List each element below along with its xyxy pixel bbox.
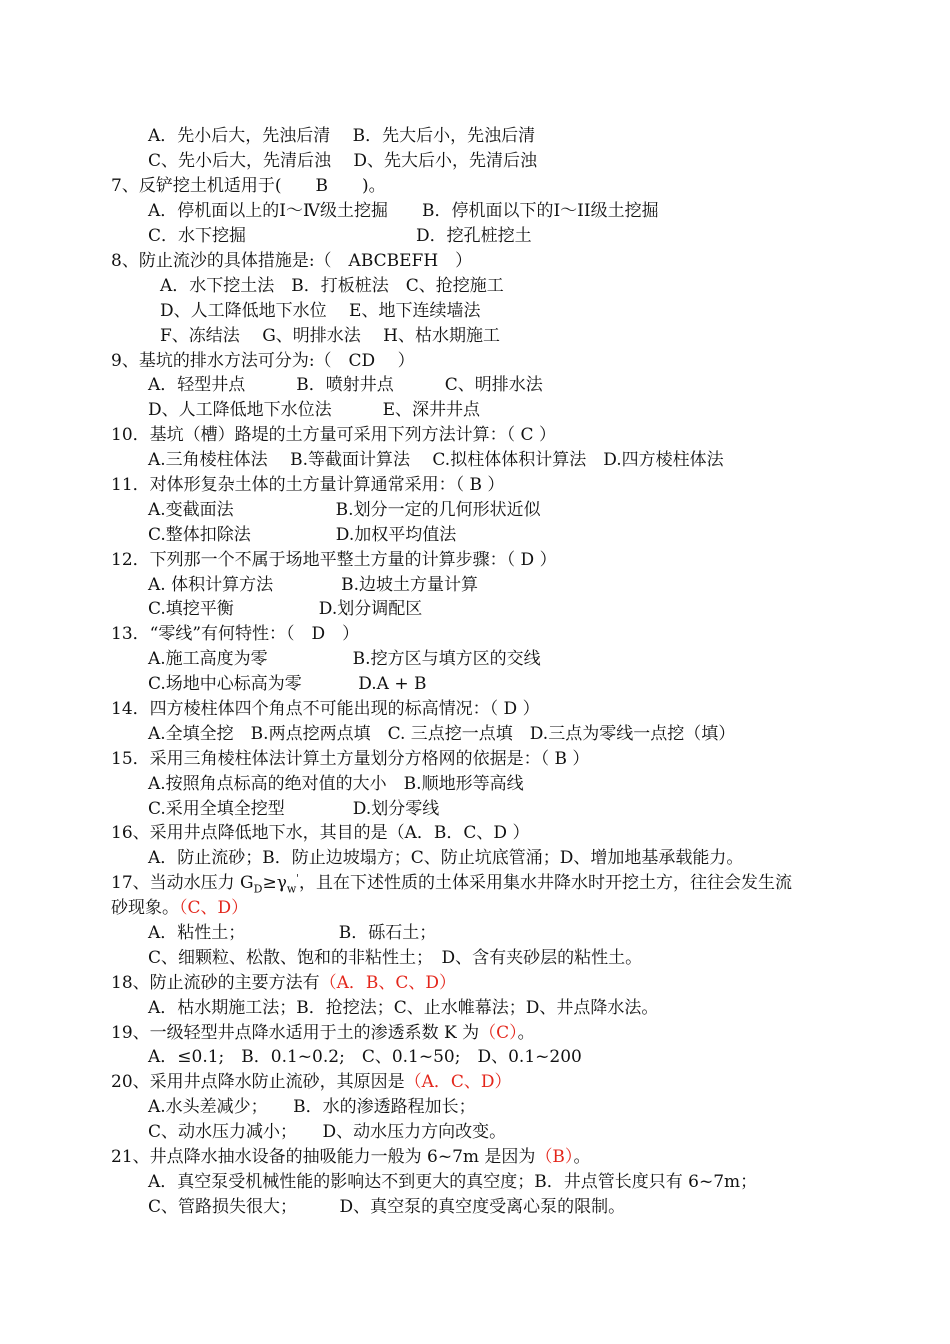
q20-answer: （A．C、D） — [404, 1072, 512, 1092]
option-line: A．真空泵受机械性能的影响达不到更大的真空度；B．井点管长度只有 6~7m； — [148, 1172, 758, 1192]
option-line: D、人工降低地下水位 E、地下连续墙法 — [160, 301, 481, 321]
option-line: A．粘性土； B．砾石土； — [148, 923, 437, 943]
question-stem: 12．下列那一个不属于场地平整土方量的计算步骤：（ D ） — [111, 550, 557, 570]
q17-stem-rest: ，且在下述性质的土体采用集水井降水时开挖土方，往往会发生流 — [299, 873, 793, 893]
option-line: A．先小后大，先浊后清 B．先大后小，先浊后清 — [148, 126, 536, 146]
option-line: A.三角棱柱体法 B.等截面计算法 C.拟柱体体积计算法 D.四方棱柱体法 — [148, 450, 724, 470]
q18-stem: 18、防止流砂的主要方法有 — [111, 973, 320, 993]
option-line: F、冻结法 G、明排水法 H、枯水期施工 — [160, 326, 501, 346]
option-line: A. 体积计算方法 B.边坡土方量计算 — [148, 575, 478, 595]
option-line: C.场地中心标高为零 D.A + B — [148, 674, 427, 694]
option-line: C、管路损失很大； D、真空泵的真空度受离心泵的限制。 — [148, 1197, 626, 1217]
q19-tail: 。 — [517, 1023, 535, 1043]
q20-stem: 20、采用井点降水防止流砂，其原因是 — [111, 1072, 405, 1092]
option-line: C、动水压力减小； D、动水压力方向改变。 — [148, 1122, 507, 1142]
question-stem: 14．四方棱柱体四个角点不可能出现的标高情况：（ D ） — [111, 699, 540, 719]
question-stem: 8、防止流沙的具体措施是:（ ABCBEFH ） — [111, 251, 473, 271]
option-line: A．防止流砂；B．防止边坡塌方；C、防止坑底管涌；D、增加地基承载能力。 — [148, 848, 744, 868]
q19-answer: （C） — [479, 1023, 518, 1043]
option-line: C、细颗粒、松散、饱和的非粘性土； D、含有夹砂层的粘性土。 — [148, 948, 643, 968]
option-line: A．≤0.1; B．0.1~0.2; C、0.1~50; D、0.1~200 — [148, 1047, 582, 1067]
option-line: A．轻型井点 B．喷射井点 C、明排水法 — [148, 375, 543, 395]
option-line: A．枯水期施工法；B．抢挖法；C、止水帷幕法；D、井点降水法。 — [148, 998, 659, 1018]
question-stem: 7、反铲挖土机适用于( B )。 — [111, 176, 386, 196]
question-18-stem — [111, 971, 456, 995]
option-line: C.整体扣除法 D.加权平均值法 — [148, 525, 457, 545]
question-stem: 16、采用井点降低地下水，其目的是（A．B．C、D ） — [111, 823, 530, 843]
question-17-stem — [111, 871, 792, 895]
q17-prime: ' — [296, 873, 300, 885]
option-line: A.施工高度为零 B.挖方区与填方区的交线 — [148, 649, 541, 669]
q17-answer: （C、D） — [179, 898, 249, 918]
option-line: A．水下挖土法 B．打板桩法 C、抢挖施工 — [160, 276, 504, 296]
question-19-stem — [111, 1021, 535, 1045]
option-line: A.变截面法 B.划分一定的几何形状近似 — [148, 500, 541, 520]
question-stem: 15．采用三角棱柱体法计算土方量划分方格网的依据是：（ B ） — [111, 749, 590, 769]
option-line: A.按照角点标高的绝对值的大小 B.顺地形等高线 — [148, 774, 524, 794]
option-line: C.填挖平衡 D.划分调配区 — [148, 599, 423, 619]
option-line: D、人工降低地下水位法 E、深井井点 — [148, 400, 481, 420]
question-stem: 11．对体形复杂土体的土方量计算通常采用：（ B ） — [111, 475, 505, 495]
option-line: C、先小后大，先清后浊 D、先大后小，先清后浊 — [148, 151, 538, 171]
option-line: A．停机面以上的Ⅰ～Ⅳ级土挖掘 B．停机面以下的Ⅰ～ⅠⅠ级土挖掘 — [148, 201, 659, 221]
q21-answer: （B） — [535, 1147, 574, 1167]
q17-subscript-w: w — [286, 882, 297, 896]
question-17-stem-cont — [111, 896, 248, 920]
q18-answer: （A．B、C、D） — [319, 973, 457, 993]
question-20-stem — [111, 1070, 512, 1094]
q17-stem-line2: 砂现象。 — [111, 898, 179, 918]
option-line: C．水下挖掘 D．挖孔桩挖土 — [148, 226, 532, 246]
q21-stem: 21、井点降水抽水设备的抽吸能力一般为 6~7m 是因为 — [111, 1147, 536, 1167]
question-stem: 10．基坑（槽）路堤的土方量可采用下列方法计算：（ C ） — [111, 425, 556, 445]
q17-stem-start: 17、当动水压力 G — [111, 873, 254, 893]
question-stem: 9、基坑的排水方法可分为:（ CD ） — [111, 351, 415, 371]
question-21-stem — [111, 1145, 590, 1169]
question-stem: 13．“零线”有何特性：（ D ） — [111, 624, 360, 644]
q21-tail: 。 — [573, 1147, 591, 1167]
option-line: A.全填全挖 B.两点挖两点填 C. 三点挖一点填 D.三点为零线一点挖（填） — [148, 724, 736, 744]
option-line: A.水头差减少； B．水的渗透路程加长； — [148, 1097, 476, 1117]
q17-gamma: ≥γ — [262, 873, 287, 893]
option-line: C.采用全填全挖型 D.划分零线 — [148, 799, 440, 819]
q19-stem: 19、一级轻型井点降水适用于土的渗透系数 K 为 — [111, 1023, 480, 1043]
q17-subscript-d: D — [253, 882, 263, 896]
